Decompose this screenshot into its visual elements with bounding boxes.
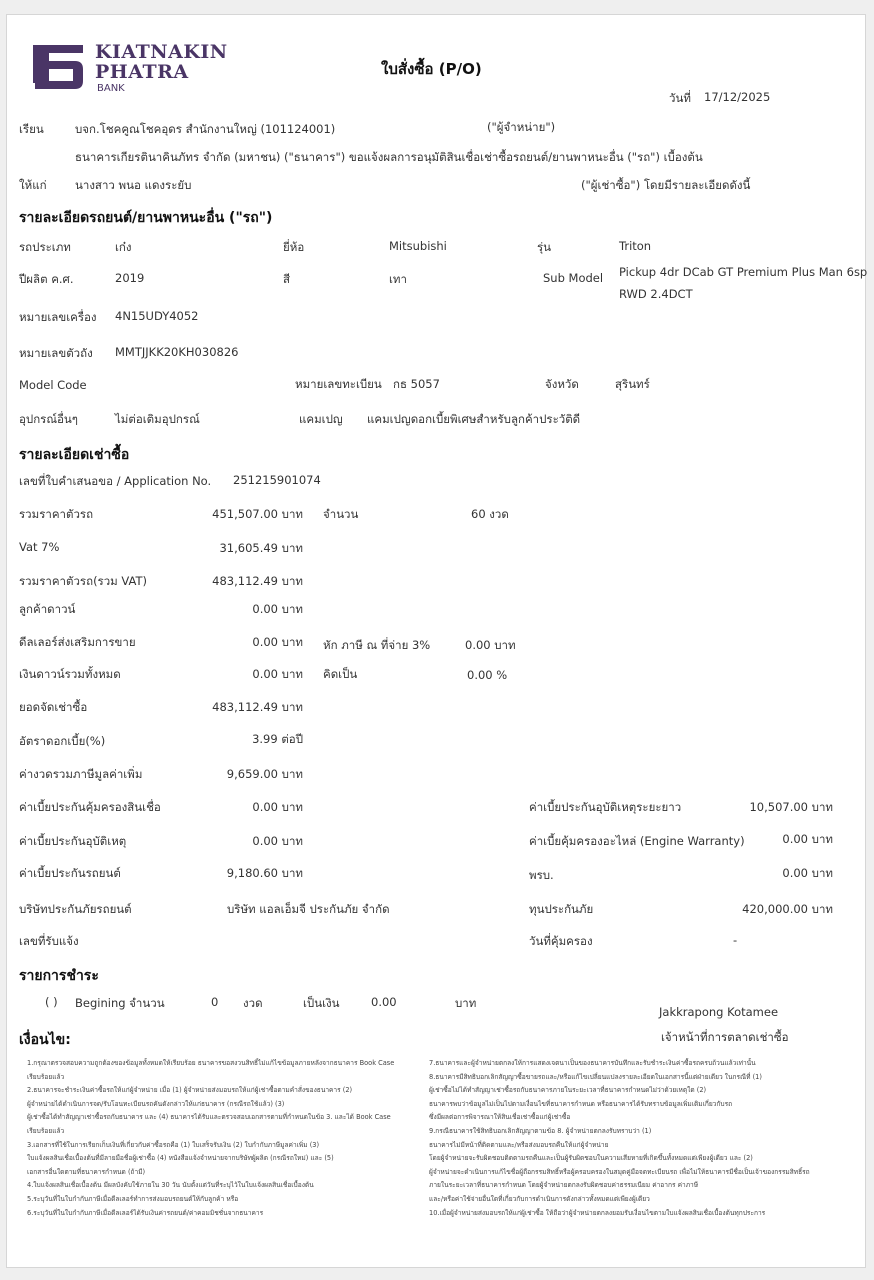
finance-amount-label: ยอดจัดเช่าซื้อ	[19, 700, 88, 714]
dealer-promo-label: ดีลเลอร์ส่งเสริมการขาย	[19, 635, 136, 649]
condition-line: 4.ใบแจ้งผลสินเชื่อเบื้องต้น มีผลบังคับใช้ภายใน 30 วัน นับตั้งแต่วันที่ระบุไว้ในใบแจ้งผลสินเชื่อเบื้องต้น	[27, 1181, 314, 1190]
accessories-value: ไม่ต่อเติมอุปกรณ์	[115, 412, 200, 426]
vat-value: 31,605.49 บาท	[219, 541, 303, 555]
car-insurance-value: 9,180.60 บาท	[226, 866, 303, 880]
price-vat-label: รวมราคาตัวรถ(รวม VAT)	[19, 574, 148, 588]
vehicle-section-title: รายละเอียดรถยนต์/ยานพาหนะอื่น ("รถ")	[19, 210, 273, 226]
year-label: ปีผลิต ค.ศ.	[19, 272, 74, 286]
officer-role: เจ้าหน้าที่การตลาดเช่าซื้อ	[661, 1030, 789, 1044]
application-number-value: 251215901074	[233, 473, 321, 487]
condition-line: 10.เมื่อผู้จำหน่ายส่งมอบรถให้แก่ผู้เช่าซื้อ ให้ถือว่าผู้จำหน่ายตกลงยอมรับเงื่อนไขตามใบแจ้งผลสินเชื่อเบื้องต้นทุกประการ	[429, 1208, 766, 1217]
condition-line: เอกสารอื่นใดตามที่ธนาคารกำหนด (ถ้ามี)	[27, 1167, 146, 1176]
payment-checkbox[interactable]: ( )	[45, 995, 58, 1009]
down-payment-value: 0.00 บาท	[252, 602, 303, 616]
coverage-date-label: วันที่คุ้มครอง	[529, 934, 593, 948]
down-payment-label: ลูกค้าดาวน์	[19, 602, 76, 616]
kiatnakin-logo-icon	[27, 41, 87, 93]
bank-name-line3: BANK	[97, 83, 125, 94]
registration-value: กธ 5057	[393, 377, 440, 391]
condition-line: ผู้เช่าซื้อได้ทำสัญญาเช่าซื้อรถกับธนาคาร และ (4) ธนาคารได้รับและตรวจสอบเอกสารตามที่กำหนดในข้อ 3. และได้ Book Case	[27, 1113, 391, 1122]
brand-value: Mitsubishi	[389, 239, 447, 253]
amount-currency: บาท	[455, 996, 477, 1010]
engine-warranty-label: ค่าเบี้ยคุ้มครองอะไหล่ (Engine Warranty)	[529, 834, 745, 848]
accident-insurance-label: ค่าเบี้ยประกันอุบัติเหตุ	[19, 834, 127, 848]
condition-line: 7.ธนาคารและผู้จำหน่ายตกลงให้การแสดงเจตนาเป็นของธนาคารบันทึกและรับชำระเงินค่าซื้อรถครบถ้วนแล้วเท่านั้น	[429, 1059, 756, 1067]
province-value: สุรินทร์	[615, 377, 650, 391]
long-accident-insurance-value: 10,507.00 บาท	[749, 800, 833, 814]
for-label: ให้แก่	[19, 178, 47, 192]
withholding-tax-value: 0.00 บาท	[465, 638, 516, 652]
brand-label: ยี่ห้อ	[283, 240, 305, 254]
intro-text: ธนาคารเกียรตินาคินภัทร จำกัด (มหาชน) ("ธนาคาร") ขอแจ้งผลการอนุมัติสินเชื่อเช่าซื้อรถยนต์/ยานพาหนะอื่น ("รถ") เบื้องต้น	[75, 150, 703, 164]
registration-label: หมายเลขทะเบียน	[295, 377, 382, 391]
beginning-label: Begining จำนวน	[75, 996, 165, 1010]
vehicle-type-label: รถประเภท	[19, 240, 71, 254]
to-value: บจก.โชคคูณโชคอุดร สำนักงานใหญ่ (101124001)	[75, 122, 336, 136]
hire-section-title: รายละเอียดเช่าซื้อ	[19, 447, 130, 463]
interest-rate-value: 3.99 ต่อปี	[252, 732, 303, 746]
installment-amount-value: 9,659.00 บาท	[226, 767, 303, 781]
province-label: จังหวัด	[545, 377, 579, 391]
condition-line: เรียบร้อยแล้ว	[27, 1072, 65, 1081]
insurer-value: บริษัท แอลเอ็มจี ประกันภัย จำกัด	[227, 902, 390, 916]
total-down-label: เงินดาวน์รวมทั้งหมด	[19, 667, 121, 681]
condition-line: 1.กรุณาตรวจสอบความถูกต้องของข้อมูลทั้งหมดให้เรียบร้อย ธนาคารขอสงวนสิทธิ์ไม่แก้ไขข้อมูลภายหลังจากธนาคาร Book Case	[27, 1059, 395, 1067]
sum-insured-value: 420,000.00 บาท	[742, 902, 833, 916]
bank-name-line1: KIATNAKIN	[95, 41, 228, 63]
interest-rate-label: อัตราดอกเบี้ย(%)	[19, 734, 106, 748]
purchase-order-document	[6, 14, 866, 1268]
condition-line: ผู้เช่าซื้อไม่ได้ทำสัญญาเช่าซื้อรถกับธนาคารภายในระยะเวลาที่ธนาคารกำหนดไม่ว่าด้วยเหตุใด (2)	[429, 1086, 707, 1095]
condition-line: 6.ระบุวันที่ในใบกำกับภาษีเมื่อดีลเลอร์ได้รับเงินค่ารถยนต์/ค่าคอมมิชชั่นจากธนาคาร	[27, 1208, 264, 1217]
total-down-value: 0.00 บาท	[252, 667, 303, 681]
date-value: 17/12/2025	[704, 90, 771, 104]
condition-line: ธนาคารพบว่าข้อมูลไม่เป็นไปตามเงื่อนไขที่ธนาคารกำหนด หรือธนาคารได้รับทราบข้อมูลเพิ่มเติมเกี่ยวกับรถ	[429, 1099, 733, 1108]
condition-line: ใบแจ้งผลสินเชื่อเบื้องต้นที่มีลายมือชื่อผู้เช่าซื้อ (4) หนังสือแจ้งจำหน่ายจากบริษัทผู้ผลิต (กรณีรถใหม่) และ (5)	[27, 1154, 334, 1163]
engine-warranty-value: 0.00 บาท	[782, 832, 833, 846]
model-code-label: Model Code	[19, 378, 87, 392]
for-value: นางสาว พนอ แดงระยับ	[75, 178, 192, 192]
chassis-number-label: หมายเลขตัวถัง	[19, 346, 93, 360]
model-value: Triton	[619, 239, 652, 253]
model-label: รุ่น	[537, 240, 552, 254]
bank-name-line2: PHATRA	[95, 61, 189, 83]
coverage-date-value: -	[733, 933, 738, 947]
condition-line: 2.ธนาคารจะชำระเงินค่าซื้อรถให้แก่ผู้จำหน่าย เมื่อ (1) ผู้จำหน่ายส่งมอบรถให้แก่ผู้เช่าซื้อตามคำสั่งของธนาคาร (2)	[27, 1086, 353, 1095]
prb-value: 0.00 บาท	[782, 866, 833, 880]
document-title: ใบสั่งซื้อ (P/O)	[381, 60, 482, 78]
prb-label: พรบ.	[529, 868, 554, 882]
condition-line: เรียบร้อยแล้ว	[27, 1126, 65, 1135]
condition-line: ผู้จำหน่ายได้ดำเนินการจด/รับโอนทะเบียนรถคันดังกล่าวให้แก่ธนาคาร (กรณีรถใช้แล้ว) (3)	[27, 1099, 285, 1108]
condition-line: ธนาคารไม่มีหน้าที่ติดตามและ/หรือส่งมอบรถคืนให้แก่ผู้จำหน่าย	[429, 1140, 609, 1149]
submodel-label: Sub Model	[543, 271, 604, 285]
percent-value: 0.00 %	[467, 668, 508, 682]
installments-value: 60 งวด	[471, 507, 509, 521]
for-role: ("ผู้เช่าซื้อ") โดยมีรายละเอียดดังนี้	[581, 178, 751, 192]
withholding-tax-label: หัก ภาษี ณ ที่จ่าย 3%	[323, 638, 431, 652]
installments-label: จำนวน	[323, 507, 359, 521]
date-label: วันที่	[669, 91, 691, 105]
application-number-label: เลขที่ใบคำเสนอขอ / Application No.	[19, 474, 212, 488]
color-label: สี	[283, 272, 291, 286]
campaign-label: แคมเปญ	[299, 412, 343, 426]
campaign-value: แคมเปญดอกเบี้ยพิเศษสำหรับลูกค้าประวัติดี	[367, 412, 581, 426]
vat-label: Vat 7%	[19, 540, 60, 554]
accessories-label: อุปกรณ์อื่นๆ	[19, 412, 78, 426]
long-accident-insurance-label: ค่าเบี้ยประกันอุบัติเหตุระยะยาว	[529, 800, 682, 814]
amount-label: เป็นเงิน	[303, 996, 340, 1010]
submodel-value-line2: RWD 2.4DCT	[619, 287, 693, 301]
condition-line: 3.เอกสารที่ใช้ในการเรียกเก็บเงินที่เกี่ยวกับค่าซื้อรถคือ (1) ใบเสร็จรับเงิน (2) ใบกำกับภาษีมูลค่าเพิ่ม (3)	[27, 1140, 320, 1149]
to-role: ("ผู้จำหน่าย")	[487, 120, 556, 134]
officer-name: Jakkrapong Kotamee	[659, 1005, 779, 1019]
beginning-unit: งวด	[243, 996, 263, 1010]
price-vat-value: 483,112.49 บาท	[212, 574, 303, 588]
finance-amount-value: 483,112.49 บาท	[212, 700, 303, 714]
accident-insurance-value: 0.00 บาท	[252, 834, 303, 848]
car-price-label: รวมราคาตัวรถ	[19, 507, 94, 521]
percent-label: คิดเป็น	[323, 667, 358, 681]
dealer-promo-value: 0.00 บาท	[252, 635, 303, 649]
beginning-count: 0	[211, 995, 219, 1009]
payment-section-title: รายการชำระ	[19, 968, 99, 984]
condition-line: และ/หรือค่าใช้จ่ายอื่นใดที่เกี่ยวกับการดำเนินการดังกล่าวทั้งหมดแต่เพียงผู้เดียว	[429, 1194, 650, 1203]
car-price-value: 451,507.00 บาท	[212, 507, 303, 521]
condition-line: ผู้จำหน่ายจะดำเนินการแก้ไขชื่อผู้ถือกรรมสิทธิ์หรือผู้ครอบครองในสมุดคู่มือจดทะเบียนรถ เพื่อไม่ให้ธนาคารมีชื่อเป็นเจ้าของกรรมสิทธิ์รถ	[429, 1167, 810, 1176]
credit-insurance-label: ค่าเบี้ยประกันคุ้มครองสินเชื่อ	[19, 800, 161, 814]
conditions-title: เงื่อนไข:	[19, 1032, 71, 1048]
engine-number-label: หมายเลขเครื่อง	[19, 310, 97, 324]
year-value: 2019	[115, 271, 145, 285]
vehicle-type-value: เก๋ง	[115, 240, 132, 254]
insurer-label: บริษัทประกันภัยรถยนต์	[19, 902, 132, 916]
condition-line: 9.กรณีธนาคารใช้สิทธิบอกเลิกสัญญาตามข้อ 8. ผู้จำหน่ายตกลงรับทราบว่า (1)	[429, 1126, 652, 1135]
chassis-number-value: MMTJJKK20KH030826	[115, 345, 239, 359]
notification-number-label: เลขที่รับแจ้ง	[19, 934, 79, 948]
engine-number-value: 4N15UDY4052	[115, 309, 199, 323]
condition-line: โดยผู้จำหน่ายจะรับผิดชอบติดตามรถคืนและเป็นผู้รับผิดชอบในความเสียหายที่เกิดขึ้นทั้งหมดแต่เพียงผู้เดียว และ (2)	[429, 1154, 753, 1163]
color-value: เทา	[389, 272, 407, 286]
to-label: เรียน	[19, 122, 44, 136]
condition-line: 5.ระบุวันที่ในใบกำกับภาษีเมื่อดีลเลอร์ทำการส่งมอบรถยนต์ให้กับลูกค้า หรือ	[27, 1194, 239, 1203]
car-insurance-label: ค่าเบี้ยประกันรถยนต์	[19, 866, 121, 880]
installment-amount-label: ค่างวดรวมภาษีมูลค่าเพิ่ม	[19, 767, 143, 781]
condition-line: 8.ธนาคารมีสิทธิบอกเลิกสัญญาซื้อขายรถและ/หรือแก้ไขเปลี่ยนแปลงรายละเอียดในเอกสารนี้แต่ฝ่ายเดียว ในกรณีที่ (1)	[429, 1072, 762, 1081]
amount-value: 0.00	[371, 995, 397, 1009]
sum-insured-label: ทุนประกันภัย	[529, 902, 594, 916]
conditions-right-column	[429, 1057, 849, 1220]
conditions-left-column	[27, 1057, 427, 1220]
credit-insurance-value: 0.00 บาท	[252, 800, 303, 814]
condition-line: ภายในระยะเวลาที่ธนาคารกำหนด โดยผู้จำหน่ายตกลงรับผิดชอบค่าธรรมเนียม ค่าอากร ค่าภาษี	[429, 1181, 699, 1190]
condition-line: ซึ่งมีผลต่อการพิจารณาให้สินเชื่อเช่าซื้อแก่ผู้เช่าซื้อ	[429, 1113, 571, 1122]
submodel-value-line1: Pickup 4dr DCab GT Premium Plus Man 6sp	[619, 265, 868, 279]
